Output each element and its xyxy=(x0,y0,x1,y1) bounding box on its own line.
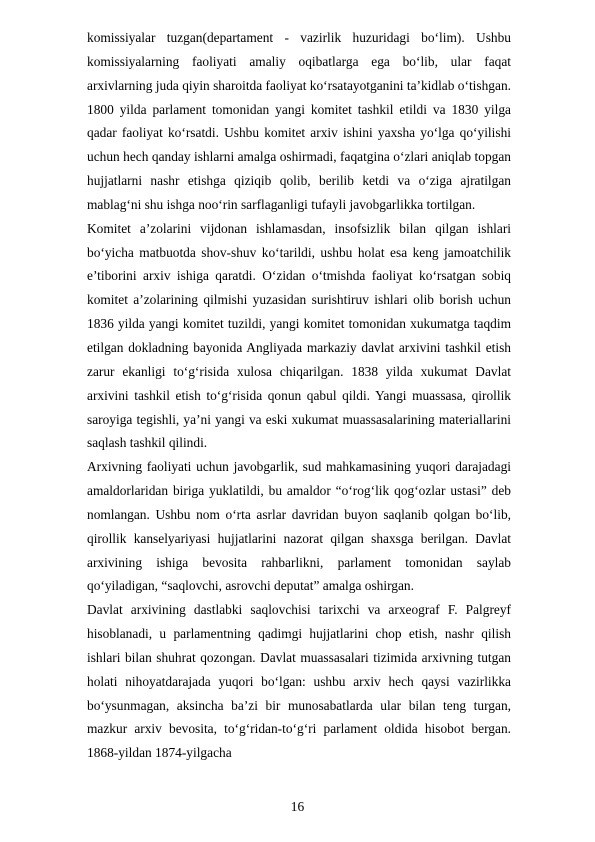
paragraph-2: Komitet a’zolarini vijdonan ishlamasdan, insofsizlik bilan qilgan ishlari bo‘yicha matbuotda shov-shuv ko‘tarildi, ushbu holat esa keng jamoatchilik e’tiborini arxiv ishiga qaratdi. O‘zidan o‘tmishda faoliyat ko‘rsatgan sobiq komitet a’zolarining qilmishi yuzasidan surishtiruv ishlari olib borish uchun 1836 yilda yangi komitet tuzildi, yangi komitet tomonidan xukumatga taqdim etilgan dokladning bayonida Angliyada markaziy davlat arxivini tashkil etish zarur ekanligi to‘g‘risida xulosa chiqarilgan. 1838 yilda xukumat Davlat arxivini tashkil etish to‘g‘risida qonun qabul qildi. Yangi muassasa, qirollik saroyiga tegishli, ya’ni yangi va eski xukumat muassasalarining materiallarini saqlash tashkil qilindi. xyxy=(87,220,511,451)
document-body xyxy=(87,26,511,765)
paragraph-4: Davlat arxivining dastlabki saqlovchisi tarixchi va arxeograf F. Palgreyf hisoblanadi, u parlamentning qadimgi hujjatlarini chop etish, nashr qilish ishlari bilan shuhrat qozongan. Davlat muassasalari tizimida arxivning tutgan holati nihoyatdarajada yuqori bo‘lgan: ushbu arxiv hech qaysi vazirlikka bo‘ysunmagan, aksincha ba’zi bir munosabatlarda ular bilan teng turgan, mazkur arxiv bevosita, to‘g‘ridan-to‘g‘ri parlament oldida hisobot bergan. 1868-yildan 1874-yilgacha xyxy=(87,602,511,761)
paragraph-3: Arxivning faoliyati uchun javobgarlik, sud mahkamasining yuqori darajadagi amaldorlaridan biriga yuklatildi, bu amaldor “o‘rog‘lik qog‘ozlar ustasi” deb nomlangan. Ushbu nom o‘rta asrlar davridan buyon saqlanib qolgan bo‘lib, qirollik kanselyariyasi hujjatlarini nazorat qilgan shaxsga berilgan. Davlat arxivining ishiga bevosita rahbarlikni, parlament tomonidan saylab qo‘yiladigan, “saqlovchi, asrovchi deputat” amalga oshirgan. xyxy=(87,459,511,594)
page-number: 16 xyxy=(290,799,305,814)
paragraph-1: komissiyalar tuzgan(departament - vazirlik huzuridagi bo‘lim). Ushbu komissiyalarning faoliyati amaliy oqibatlarga ega bo‘lib, ular faqat arxivlarning juda qiyin sharoitda faoliyat ko‘rsatayotganini ta’kidlab o‘tishgan. 1800 yilda parlament tomonidan yangi komitet tashkil etildi va 1830 yilga qadar faoliyat ko‘rsatdi. Ushbu komitet arxiv ishini yaxsha yo‘lga qo‘yilishi uchun hech qanday ishlarni amalga oshirmadi, faqatgina o‘zlari aniqlab topgan hujjatlarni nashr etishga qiziqib qolib, berilib ketdi va o‘ziga ajratilgan mablag‘ni shu ishga noo‘rin sarflaganligi tufayli javobgarlikka tortilgan. xyxy=(87,30,511,212)
